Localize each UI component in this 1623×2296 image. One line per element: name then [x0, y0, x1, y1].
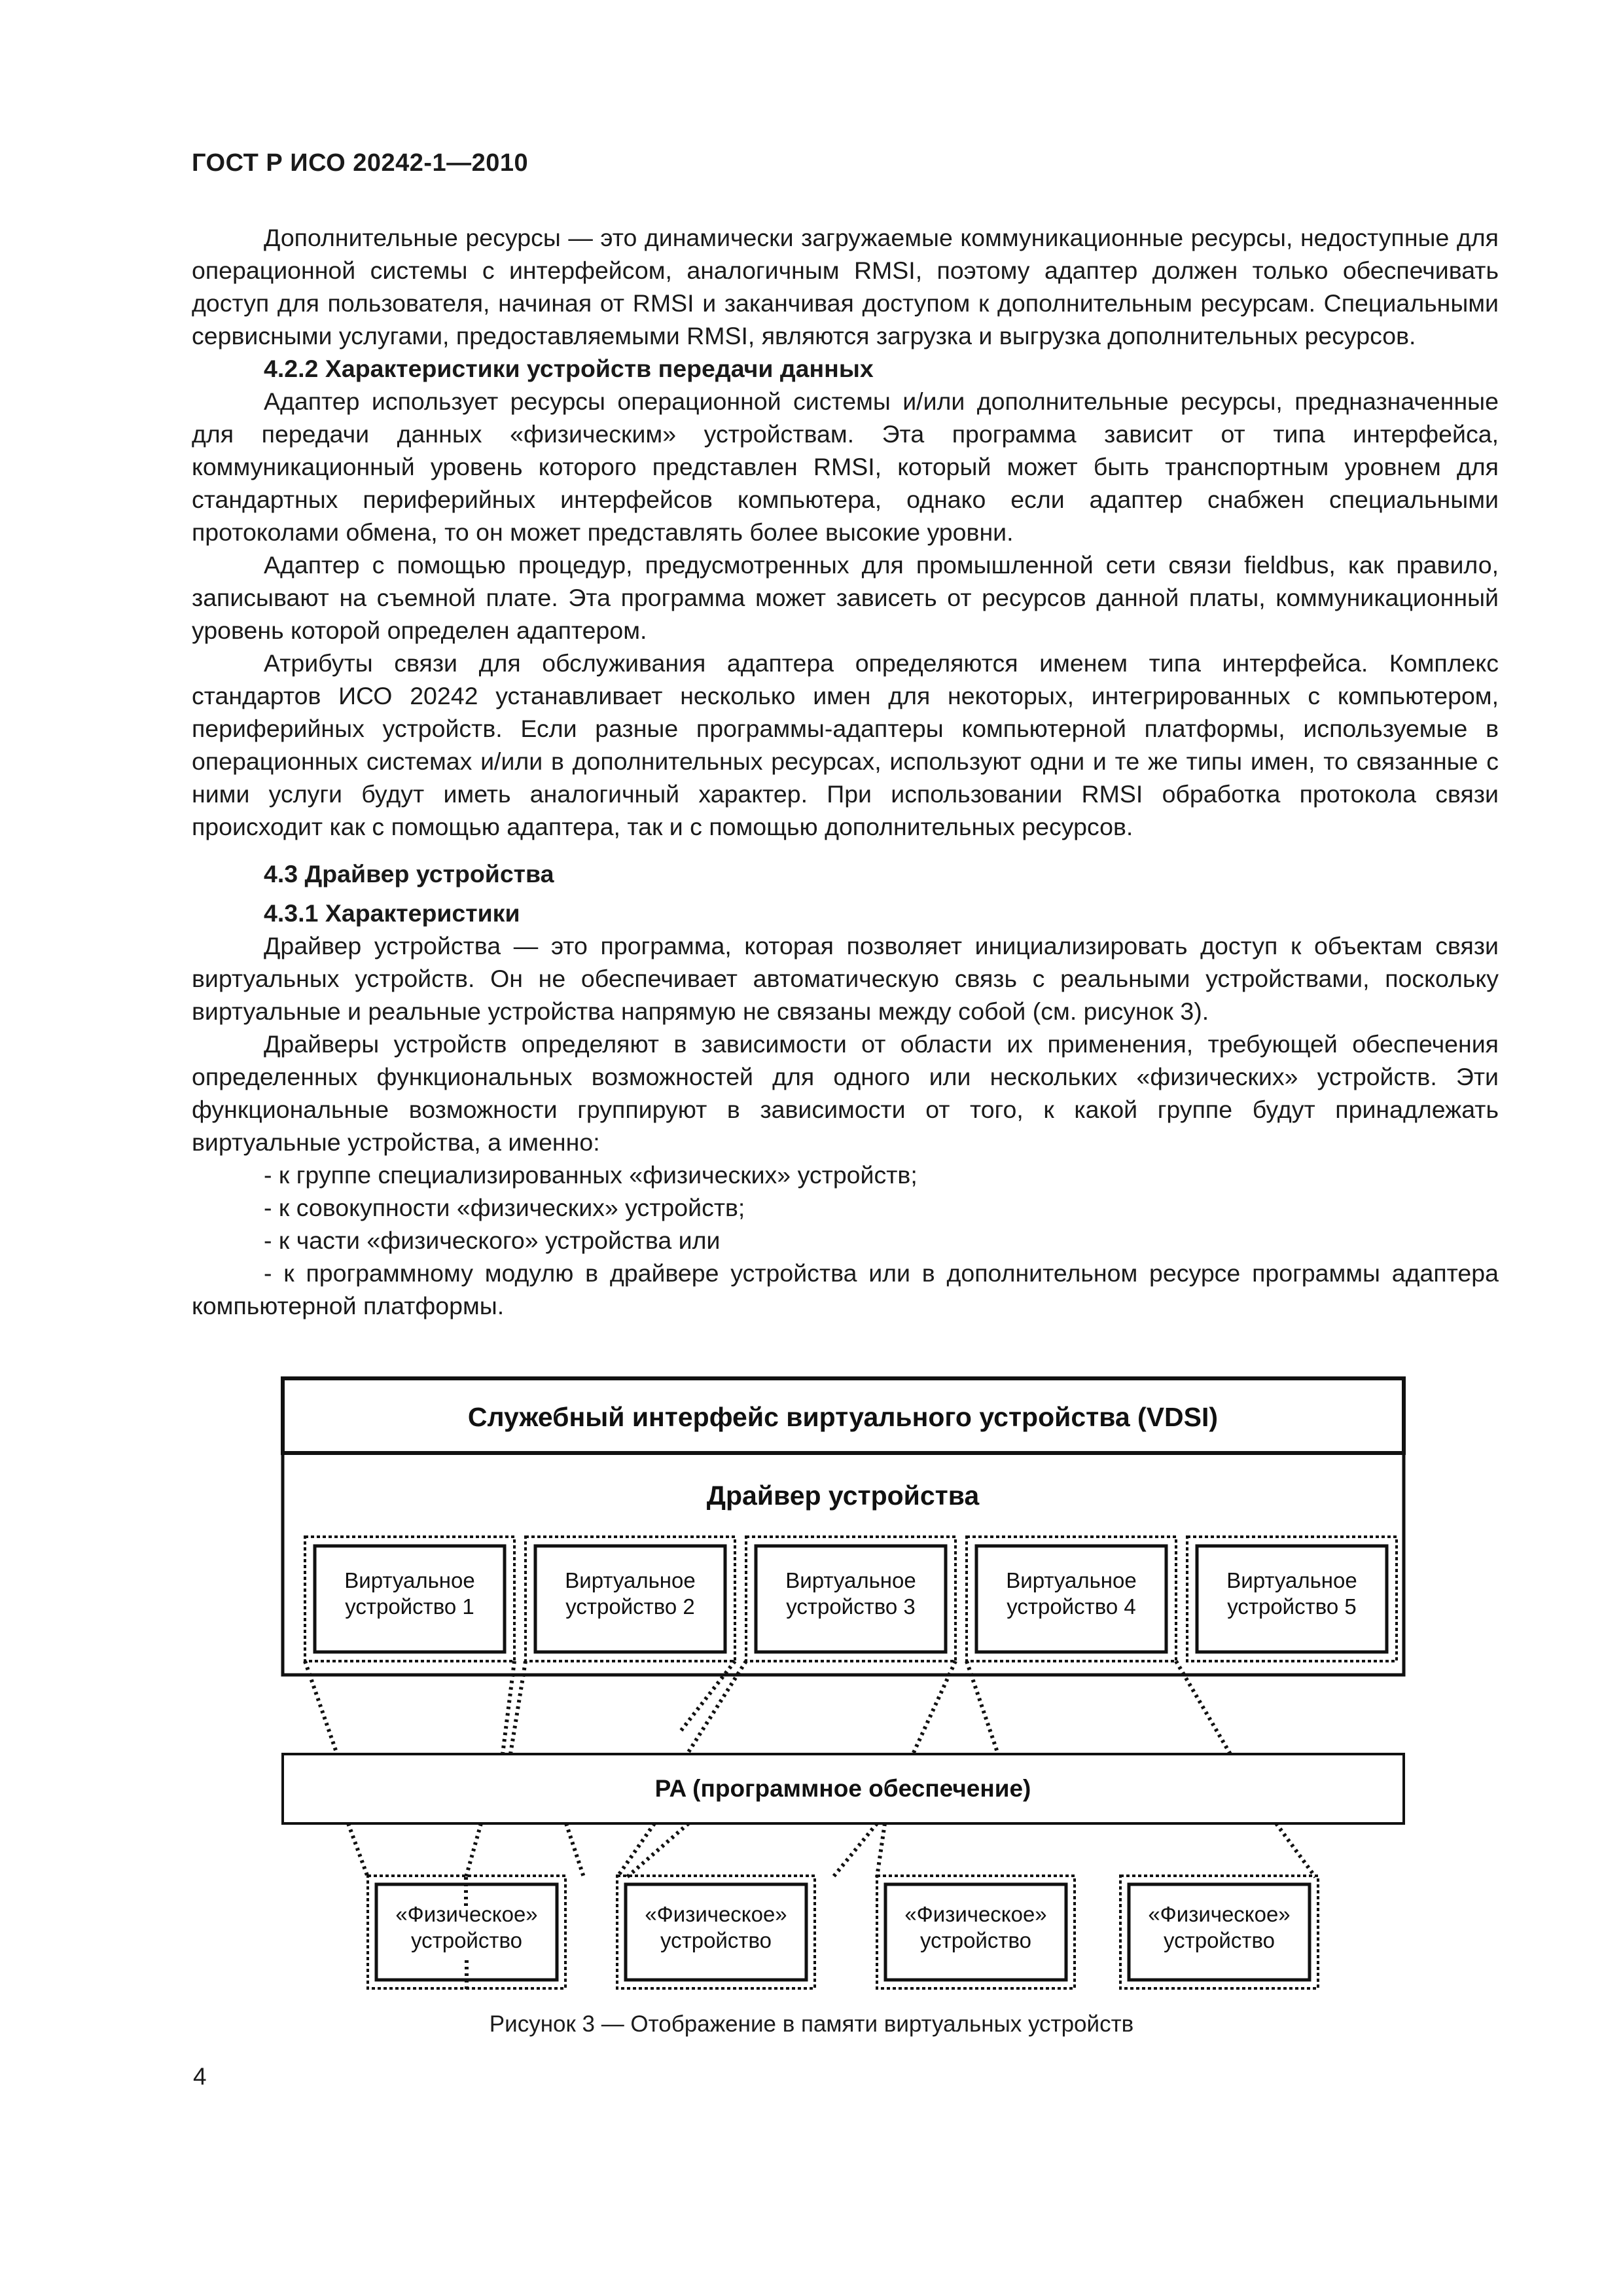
pa-to-physical-connectors — [348, 1823, 1315, 1877]
virtual-device-3-line1: Виртуальное — [785, 1568, 916, 1592]
physical-device-1-line1: «Физическое» — [395, 1902, 538, 1926]
vdsi-box — [283, 1378, 1404, 1453]
physical-device-3-line2: устройство — [919, 1928, 1032, 1952]
virtual-device-3 — [746, 1537, 955, 1661]
list-item: - к группе специализированных «физических» устройств; — [264, 1161, 918, 1189]
virtual-device-5 — [1187, 1537, 1397, 1661]
section-heading-4-3: 4.3 Драйвер устройства — [264, 860, 554, 888]
pa-box — [283, 1754, 1404, 1823]
virtual-device-2-line2: устройство 2 — [565, 1594, 695, 1619]
virtual-device-1-line2: устройство 1 — [345, 1594, 474, 1619]
paragraph: Атрибуты связи для обслуживания адаптера определяются именем типа интерфейса. Комплекс стандартов ИСО 20242 устанавливает несколько имен для некоторых, интегрированных с компьютером, периферийных устройств. Если разные программы-адаптеры компьютерной платформы, используемые в операционных системах и/или в дополнительных ресурсах, используют одни и те же типы имен, то связанные с ними услуги будут иметь аналогичный характер. При использовании RMSI обработка протокола связи происходит как с помощью адаптера, так и с помощью дополнительных ресурсов. — [192, 649, 1499, 840]
document-code: ГОСТ Р ИСО 20242-1—2010 — [192, 149, 529, 177]
virtual-device-2 — [526, 1537, 735, 1661]
physical-device-2 — [617, 1876, 815, 1988]
virtual-to-pa-connectors — [305, 1661, 1230, 1754]
physical-device-4-line1: «Физическое» — [1148, 1902, 1291, 1926]
pa-label: PA (программное обеспечение) — [654, 1774, 1031, 1802]
physical-device-2-line1: «Физическое» — [645, 1902, 787, 1926]
paragraph: Адаптер использует ресурсы операционной системы и/или дополнительные ресурсы, предназначенные для передачи данных «физическим» устройствам. Эта программа зависит от типа интерфейса, коммуникационный уровень которого представлен RMSI, который может быть транспортным уровнем для стандартных периферийных интерфейсов компьютера, однако если адаптер снабжен специальными протоколами обмена, то он может представлять более высокие уровни. — [192, 387, 1499, 546]
paragraph: Драйвер устройства — это программа, которая позволяет инициализировать доступ к объектам связи виртуальных устройств. Он не обеспечивает автоматическую связь с реальными устройствами, поскольку виртуальные и реальные устройства напрямую не связаны между собой (см. рисунок 3). — [192, 932, 1499, 1025]
virtual-device-1 — [305, 1537, 514, 1661]
physical-device-3-line1: «Физическое» — [904, 1902, 1047, 1926]
device-driver-frame — [283, 1378, 1404, 1675]
virtual-device-2-line1: Виртуальное — [565, 1568, 696, 1592]
virtual-device-4 — [967, 1537, 1176, 1661]
list-item: - к программному модулю в драйвере устройства или в дополнительном ресурсе программы адаптера компьютерной платформы. — [192, 1259, 1499, 1319]
virtual-device-1-line1: Виртуальное — [344, 1568, 475, 1592]
physical-device-1 — [368, 1876, 565, 1990]
list-item: - к части «физического» устройства или — [264, 1227, 721, 1254]
physical-device-4-line2: устройство — [1163, 1928, 1275, 1952]
virtual-device-5-line1: Виртуальное — [1226, 1568, 1357, 1592]
paragraph: Драйверы устройств определяют в зависимости от области их применения, требующей обеспечения определенных функциональных возможностей для одного или нескольких «физических» устройств. Эти функциональные возможности группируют в зависимости от того, к какой группе будут принадлежать виртуальные устройства, а именно: — [192, 1030, 1499, 1156]
paragraph: Дополнительные ресурсы — это динамически загружаемые коммуникационные ресурсы, недоступные для операционной системы с интерфейсом, аналогичным RMSI, поэтому адаптер должен только обеспечивать доступ для пользователя, начиная от RMSI и заканчивая доступом к дополнительным ресурсам. Специальными сервисными услугами, предоставляемыми RMSI, являются загрузка и выгрузка дополнительных ресурсов. — [192, 224, 1499, 350]
physical-device-2-line2: устройство — [660, 1928, 772, 1952]
device-driver-label: Драйвер устройства — [706, 1480, 980, 1511]
list-item: - к совокупности «физических» устройств; — [264, 1194, 745, 1221]
body-text — [192, 221, 1499, 1322]
virtual-device-4-line2: устройство 4 — [1007, 1594, 1136, 1619]
figure-caption: Рисунок 3 — Отображение в памяти виртуальных устройств — [489, 2011, 1134, 2037]
physical-device-4 — [1120, 1876, 1318, 1988]
physical-device-1-line2: устройство — [410, 1928, 523, 1952]
section-heading-4-2-2: 4.2.2 Характеристики устройств передачи данных — [264, 355, 874, 382]
virtual-device-3-line2: устройство 3 — [786, 1594, 916, 1619]
virtual-device-4-line1: Виртуальное — [1006, 1568, 1137, 1592]
virtual-device-5-line2: устройство 5 — [1227, 1594, 1357, 1619]
paragraph: Адаптер с помощью процедур, предусмотренных для промышленной сети связи fieldbus, как правило, записывают на съемной плате. Эта программа может зависеть от ресурсов данной платы, коммуникационный уровень которой определен адаптером. — [192, 551, 1499, 644]
vdsi-label: Служебный интерфейс виртуального устройства (VDSI) — [467, 1401, 1219, 1432]
physical-device-3 — [877, 1876, 1075, 1988]
page-number: 4 — [193, 2063, 207, 2090]
section-heading-4-3-1: 4.3.1 Характеристики — [264, 899, 520, 927]
